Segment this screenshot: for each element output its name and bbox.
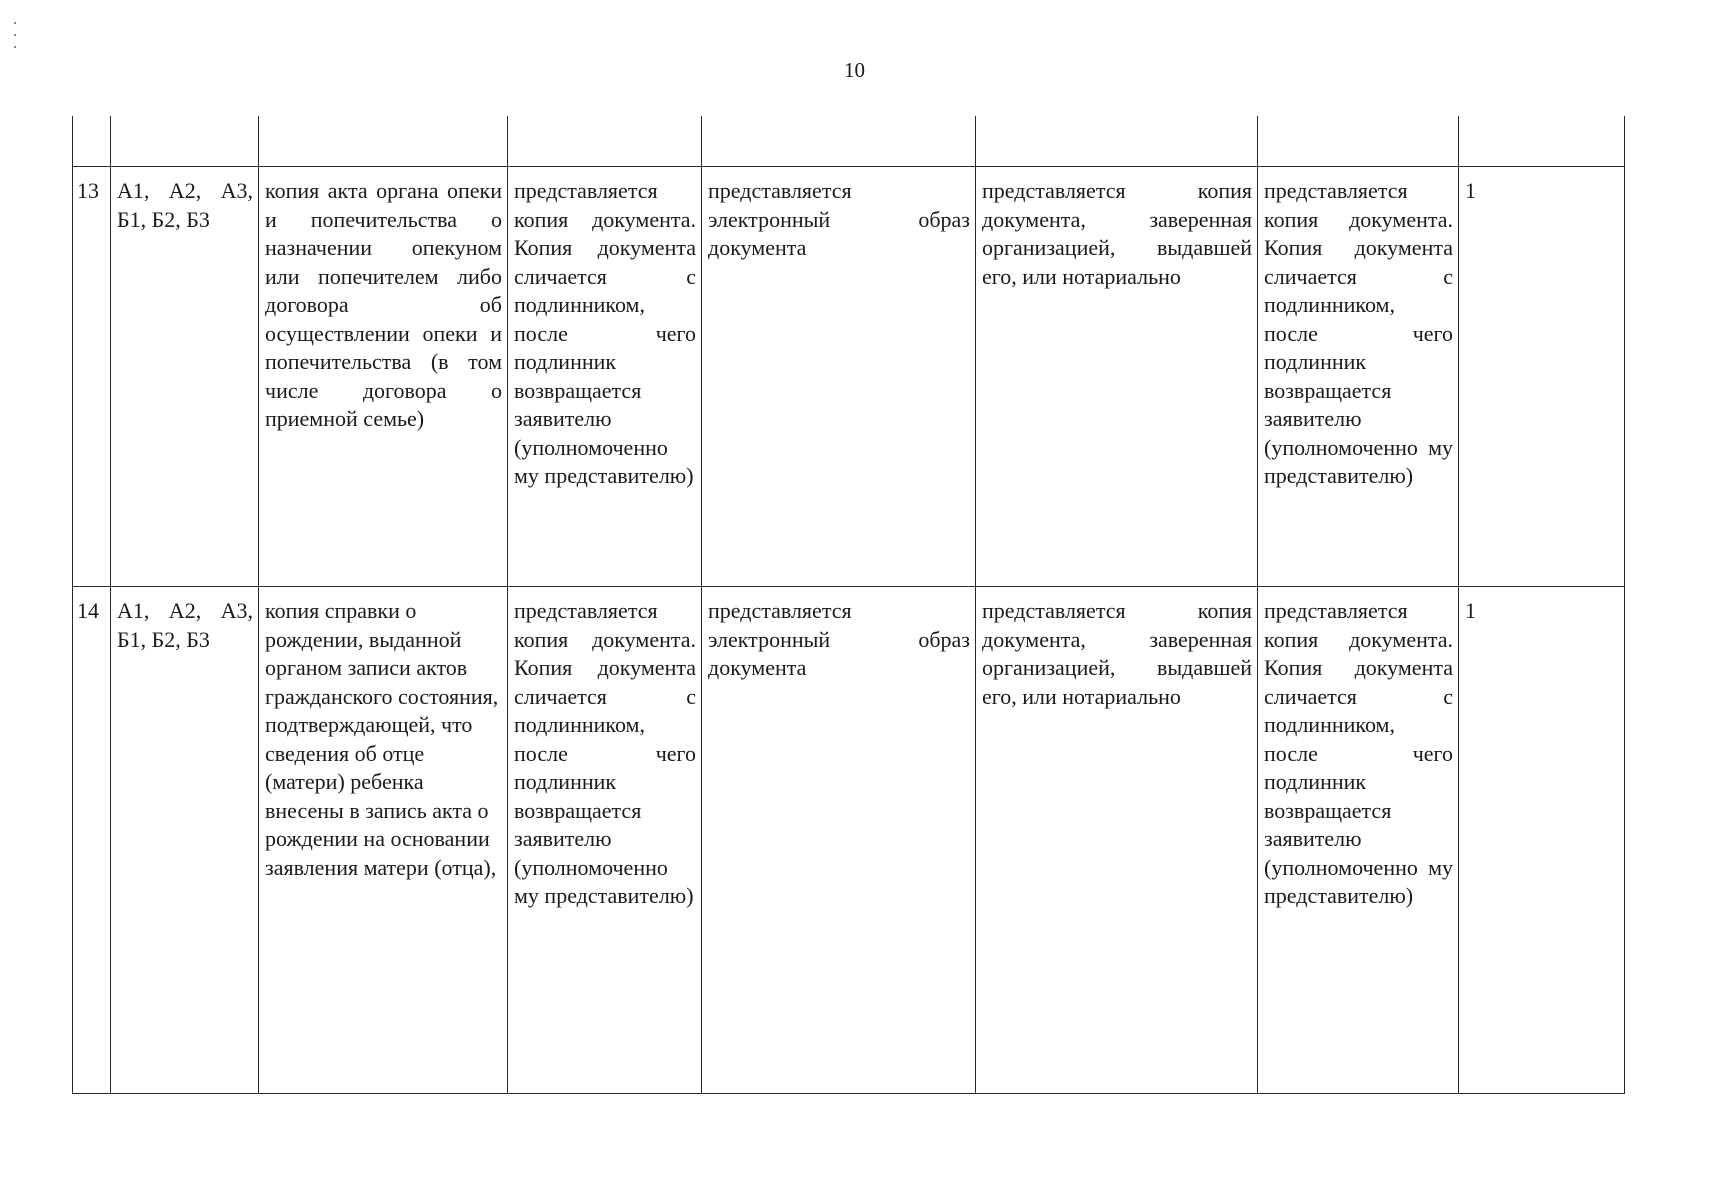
table-header-continuation bbox=[73, 116, 1625, 167]
mfc-submission-cell bbox=[1258, 587, 1459, 1094]
header-cell bbox=[976, 116, 1258, 167]
applicant-categories: А1, А2, А3, Б1, Б2, Б3 bbox=[117, 598, 253, 652]
categories-cell bbox=[111, 167, 259, 587]
count-cell bbox=[1459, 167, 1625, 587]
document-cell bbox=[259, 167, 508, 587]
document-name: копия справки о рождении, выданной органом записи актов гражданского состояния, подтверждающей, что сведения об отце (матери) ребенка внесены в запись акта о рождении на основании заявления матери (отца), bbox=[265, 598, 499, 880]
applicant-categories: А1, А2, А3, Б1, Б2, Б3 bbox=[117, 178, 253, 232]
electronic-submission-text: представляется электронный образ документа bbox=[708, 598, 970, 680]
mfc-submission-text: представляется копия документа. Копия документа сличается с подлинником, после чего подлинник возвращается заявителю (уполномоченно му представителю) bbox=[1264, 598, 1453, 908]
requirements-table bbox=[72, 116, 1625, 1094]
scan-mark bbox=[14, 34, 16, 36]
row-number-cell bbox=[73, 167, 111, 587]
electronic-submission-text: представляется электронный образ документа bbox=[708, 178, 970, 260]
postal-submission-text: представляется копия документа, заверенная организацией, выдавшей его, или нотариально bbox=[982, 598, 1252, 709]
table-row bbox=[73, 167, 1625, 587]
personal-submission-text: представляется копия документа. Копия документа сличается с подлинником, после чего подлинник возвращается заявителю (уполномоченно му представителю) bbox=[514, 598, 696, 908]
personal-submission-cell bbox=[508, 167, 702, 587]
document-cell bbox=[259, 587, 508, 1094]
scan-mark bbox=[14, 22, 16, 24]
personal-submission-cell bbox=[508, 587, 702, 1094]
header-cell bbox=[1258, 116, 1459, 167]
mfc-submission-cell bbox=[1258, 167, 1459, 587]
scan-mark bbox=[14, 46, 16, 48]
header-cell bbox=[73, 116, 111, 167]
document-count: 1 bbox=[1465, 598, 1476, 623]
header-cell bbox=[111, 116, 259, 167]
row-number: 14 bbox=[77, 598, 99, 623]
header-cell bbox=[508, 116, 702, 167]
header-cell bbox=[702, 116, 976, 167]
postal-submission-text: представляется копия документа, заверенная организацией, выдавшей его, или нотариально bbox=[982, 178, 1252, 289]
row-number-cell bbox=[73, 587, 111, 1094]
table-row bbox=[73, 587, 1625, 1094]
postal-submission-cell bbox=[976, 587, 1258, 1094]
personal-submission-text: представляется копия документа. Копия документа сличается с подлинником, после чего подлинник возвращается заявителю (уполномоченно му представителю) bbox=[514, 178, 696, 488]
postal-submission-cell bbox=[976, 167, 1258, 587]
count-cell bbox=[1459, 587, 1625, 1094]
header-cell bbox=[1459, 116, 1625, 167]
page-number: 10 bbox=[844, 58, 865, 82]
document-count: 1 bbox=[1465, 178, 1476, 203]
document-name: копия акта органа опеки и попечительства о назначении опекуном или попечителем либо договора об осуществлении опеки и попечительства (в том числе договора о приемной семье) bbox=[265, 178, 502, 431]
electronic-submission-cell bbox=[702, 167, 976, 587]
categories-cell bbox=[111, 587, 259, 1094]
header-cell bbox=[259, 116, 508, 167]
mfc-submission-text: представляется копия документа. Копия документа сличается с подлинником, после чего подлинник возвращается заявителю (уполномоченно му представителю) bbox=[1264, 178, 1453, 488]
electronic-submission-cell bbox=[702, 587, 976, 1094]
row-number: 13 bbox=[77, 178, 99, 203]
